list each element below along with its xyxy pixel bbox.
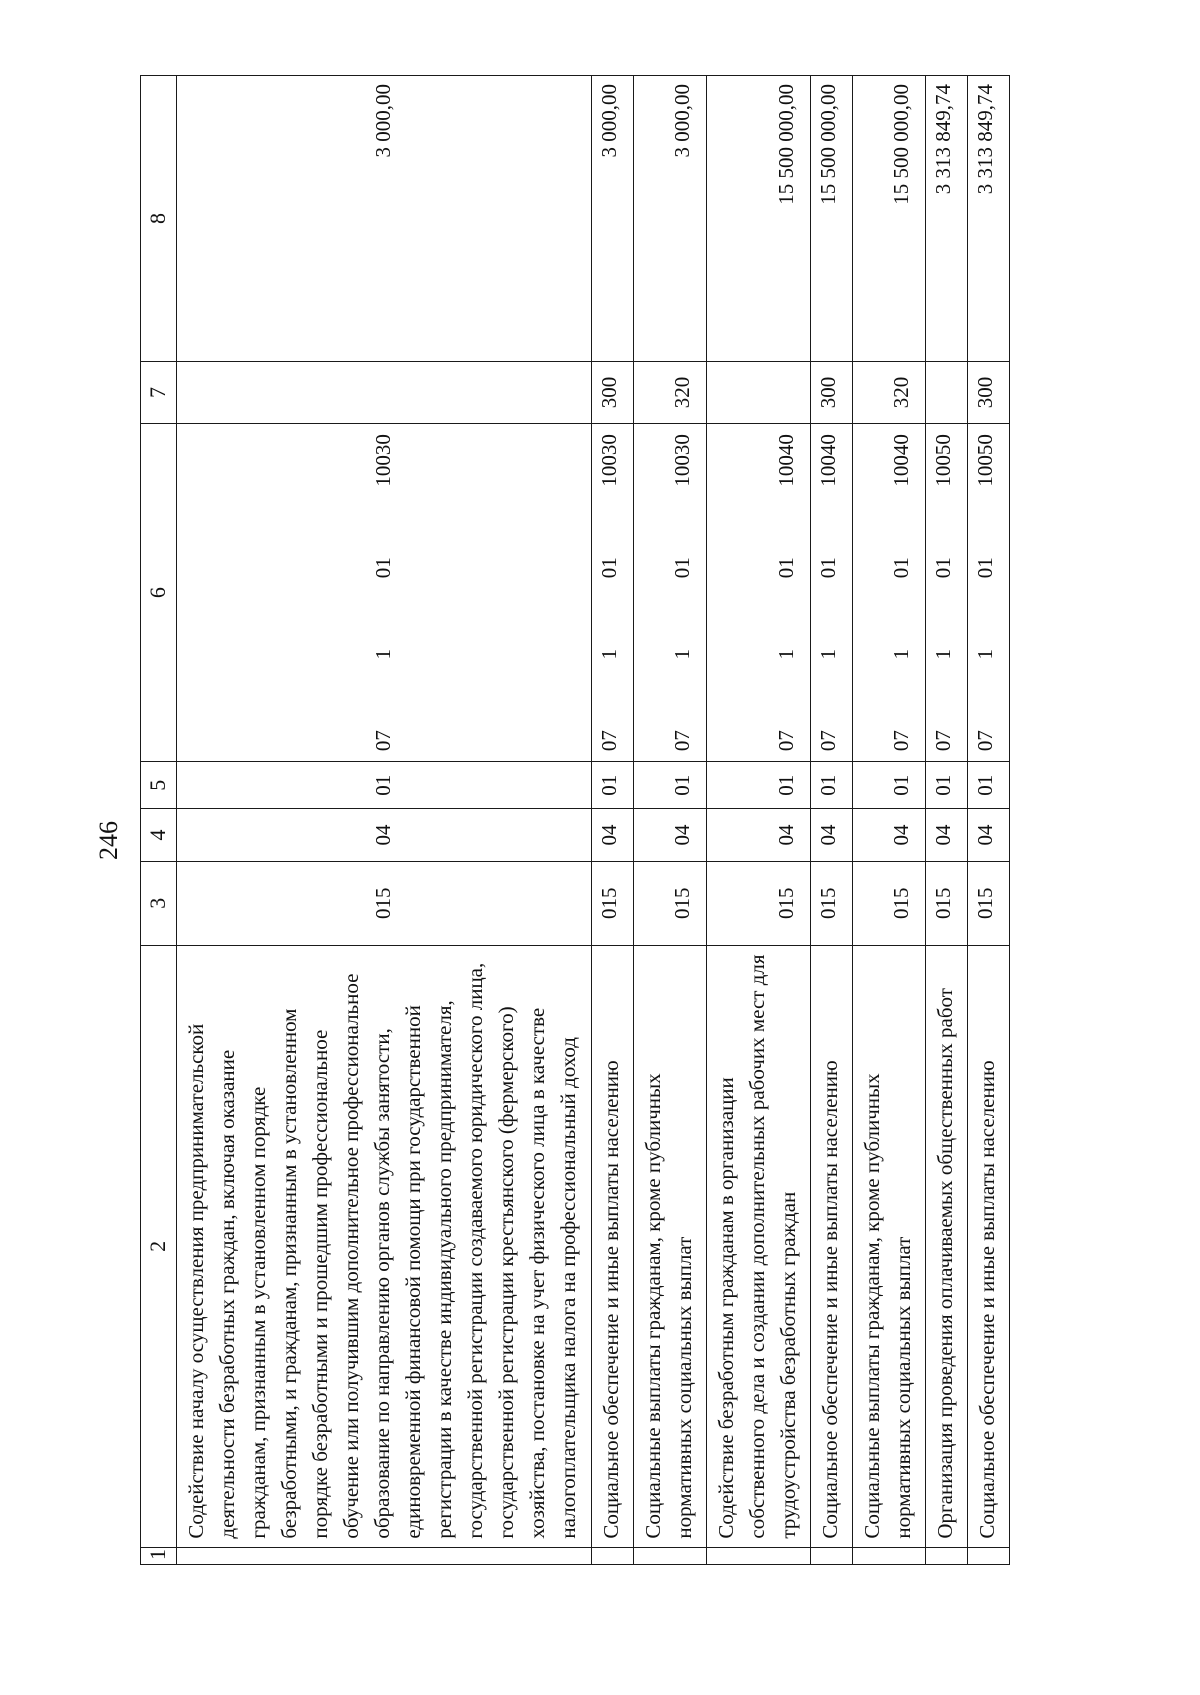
subsection-code-cell: 01 [633, 762, 706, 809]
target-article-part: 01 [816, 557, 841, 579]
target-article-code [594, 432, 625, 753]
target-article-part: 07 [669, 730, 694, 752]
ministry-code-cell: 015 [853, 861, 926, 946]
target-article-part: 10030 [669, 434, 694, 487]
description-cell: Социальные выплаты гражданам, кроме публичных нормативных социальных выплат [853, 946, 926, 1548]
target-article-code [928, 432, 959, 753]
target-article-part: 1 [371, 648, 396, 660]
row-number-cell [176, 1547, 591, 1564]
amount-cell: 3 000,00 [591, 76, 633, 362]
expense-type-cell [176, 361, 591, 423]
target-article-part: 07 [816, 730, 841, 752]
target-article-cell [591, 424, 633, 762]
section-code-cell: 04 [176, 809, 591, 861]
target-article-part: 1 [596, 648, 621, 660]
target-article-cell [968, 424, 1010, 762]
description-cell: Социальное обеспечение и иные выплаты населению [591, 946, 633, 1548]
target-article-code [667, 432, 698, 753]
ministry-code-cell: 015 [591, 861, 633, 946]
description-cell: Организация проведения оплачиваемых общественных работ [926, 946, 968, 1548]
table-row [811, 76, 853, 1565]
target-article-cell [926, 424, 968, 762]
target-article-code [771, 432, 802, 753]
target-article-code [813, 432, 844, 753]
section-code-cell: 04 [853, 809, 926, 861]
row-number-cell [853, 1547, 926, 1564]
table-header-row [141, 76, 177, 1565]
section-code-cell: 04 [968, 809, 1010, 861]
subsection-code-cell: 01 [591, 762, 633, 809]
table-row [633, 76, 706, 1565]
subsection-code-cell: 01 [926, 762, 968, 809]
subsection-code-cell: 01 [176, 762, 591, 809]
target-article-part: 07 [596, 730, 621, 752]
expense-type-cell: 300 [811, 361, 853, 423]
table-row [853, 76, 926, 1565]
column-header: 3 [141, 861, 177, 946]
target-article-part: 10040 [816, 434, 841, 487]
column-header: 7 [141, 361, 177, 423]
page-number: 246 [94, 821, 123, 860]
expense-type-cell: 300 [591, 361, 633, 423]
table-row [968, 76, 1010, 1565]
target-article-part: 01 [669, 557, 694, 579]
budget-table [140, 75, 1010, 1565]
section-code-cell: 04 [633, 809, 706, 861]
column-header: 4 [141, 809, 177, 861]
subsection-code-cell: 01 [853, 762, 926, 809]
row-number-cell [926, 1547, 968, 1564]
row-number-cell [706, 1547, 810, 1564]
row-number-cell [591, 1547, 633, 1564]
target-article-part: 07 [371, 730, 396, 752]
description-cell: Социальное обеспечение и иные выплаты населению [811, 946, 853, 1548]
target-article-code [886, 432, 917, 753]
target-article-part: 01 [973, 557, 998, 579]
target-article-part: 10040 [773, 434, 798, 487]
target-article-part: 10040 [889, 434, 914, 487]
column-header: 1 [141, 1547, 177, 1564]
target-article-part: 07 [931, 730, 956, 752]
row-number-cell [633, 1547, 706, 1564]
target-article-part: 01 [889, 557, 914, 579]
section-code-cell: 04 [926, 809, 968, 861]
target-article-part: 07 [973, 730, 998, 752]
target-article-code [368, 432, 399, 753]
description-cell: Социальные выплаты гражданам, кроме публичных нормативных социальных выплат [633, 946, 706, 1548]
target-article-cell [853, 424, 926, 762]
description-cell: Содействие началу осуществления предпринимательской деятельности безработных граждан, включая оказание гражданам, признанным в установленном порядке безработными, и гражданам, признанным в установленном порядке безработными и прошедшим профессиональное обучение или получившим дополнительное профессиональное образование по направлению органов службы занятости, единовременной финансовой помощи при государственной регистрации в качестве индивидуального предпринимателя, государственной регистрации создаваемого юридического лица, государственной регистрации крестьянского (фермерского) хозяйства, постановке на учет физического лица в качестве налогоплательщика налога на профессиональный доход [176, 946, 591, 1548]
target-article-part: 1 [816, 648, 841, 660]
amount-cell: 3 313 849,74 [968, 76, 1010, 362]
expense-type-cell: 320 [633, 361, 706, 423]
table-row [706, 76, 810, 1565]
target-article-part: 10050 [973, 434, 998, 487]
target-article-part: 10030 [596, 434, 621, 487]
column-header: 5 [141, 762, 177, 809]
target-article-cell [176, 424, 591, 762]
target-article-part: 01 [596, 557, 621, 579]
ministry-code-cell: 015 [633, 861, 706, 946]
column-header: 2 [141, 946, 177, 1548]
column-header: 8 [141, 76, 177, 362]
target-article-part: 10050 [931, 434, 956, 487]
description-cell: Содействие безработным гражданам в организации собственного дела и создании дополнительных рабочих мест для трудоустройства безработных граждан [706, 946, 810, 1548]
table-body [176, 76, 1010, 1565]
amount-cell: 15 500 000,00 [706, 76, 810, 362]
amount-cell: 15 500 000,00 [853, 76, 926, 362]
target-article-part: 1 [669, 648, 694, 660]
subsection-code-cell: 01 [811, 762, 853, 809]
amount-cell: 3 313 849,74 [926, 76, 968, 362]
expense-type-cell: 300 [968, 361, 1010, 423]
target-article-part: 01 [773, 557, 798, 579]
table-row [176, 76, 591, 1565]
target-article-cell [633, 424, 706, 762]
target-article-part: 1 [973, 648, 998, 660]
subsection-code-cell: 01 [706, 762, 810, 809]
section-code-cell: 04 [591, 809, 633, 861]
column-header: 6 [141, 424, 177, 762]
target-article-part: 1 [931, 648, 956, 660]
amount-cell: 3 000,00 [176, 76, 591, 362]
target-article-part: 01 [931, 557, 956, 579]
ministry-code-cell: 015 [176, 861, 591, 946]
target-article-part: 1 [773, 648, 798, 660]
row-number-cell [811, 1547, 853, 1564]
target-article-part: 01 [371, 557, 396, 579]
table-row [926, 76, 968, 1565]
subsection-code-cell: 01 [968, 762, 1010, 809]
target-article-cell [706, 424, 810, 762]
section-code-cell: 04 [706, 809, 810, 861]
table-row [591, 76, 633, 1565]
amount-cell: 15 500 000,00 [811, 76, 853, 362]
expense-type-cell [926, 361, 968, 423]
target-article-cell [811, 424, 853, 762]
target-article-part: 07 [889, 730, 914, 752]
ministry-code-cell: 015 [706, 861, 810, 946]
amount-cell: 3 000,00 [633, 76, 706, 362]
section-code-cell: 04 [811, 809, 853, 861]
row-number-cell [968, 1547, 1010, 1564]
target-article-part: 1 [889, 648, 914, 660]
target-article-code [970, 432, 1001, 753]
ministry-code-cell: 015 [926, 861, 968, 946]
description-cell: Социальное обеспечение и иные выплаты населению [968, 946, 1010, 1548]
target-article-part: 10030 [371, 434, 396, 487]
expense-type-cell [706, 361, 810, 423]
expense-type-cell: 320 [853, 361, 926, 423]
ministry-code-cell: 015 [811, 861, 853, 946]
target-article-part: 07 [773, 730, 798, 752]
ministry-code-cell: 015 [968, 861, 1010, 946]
